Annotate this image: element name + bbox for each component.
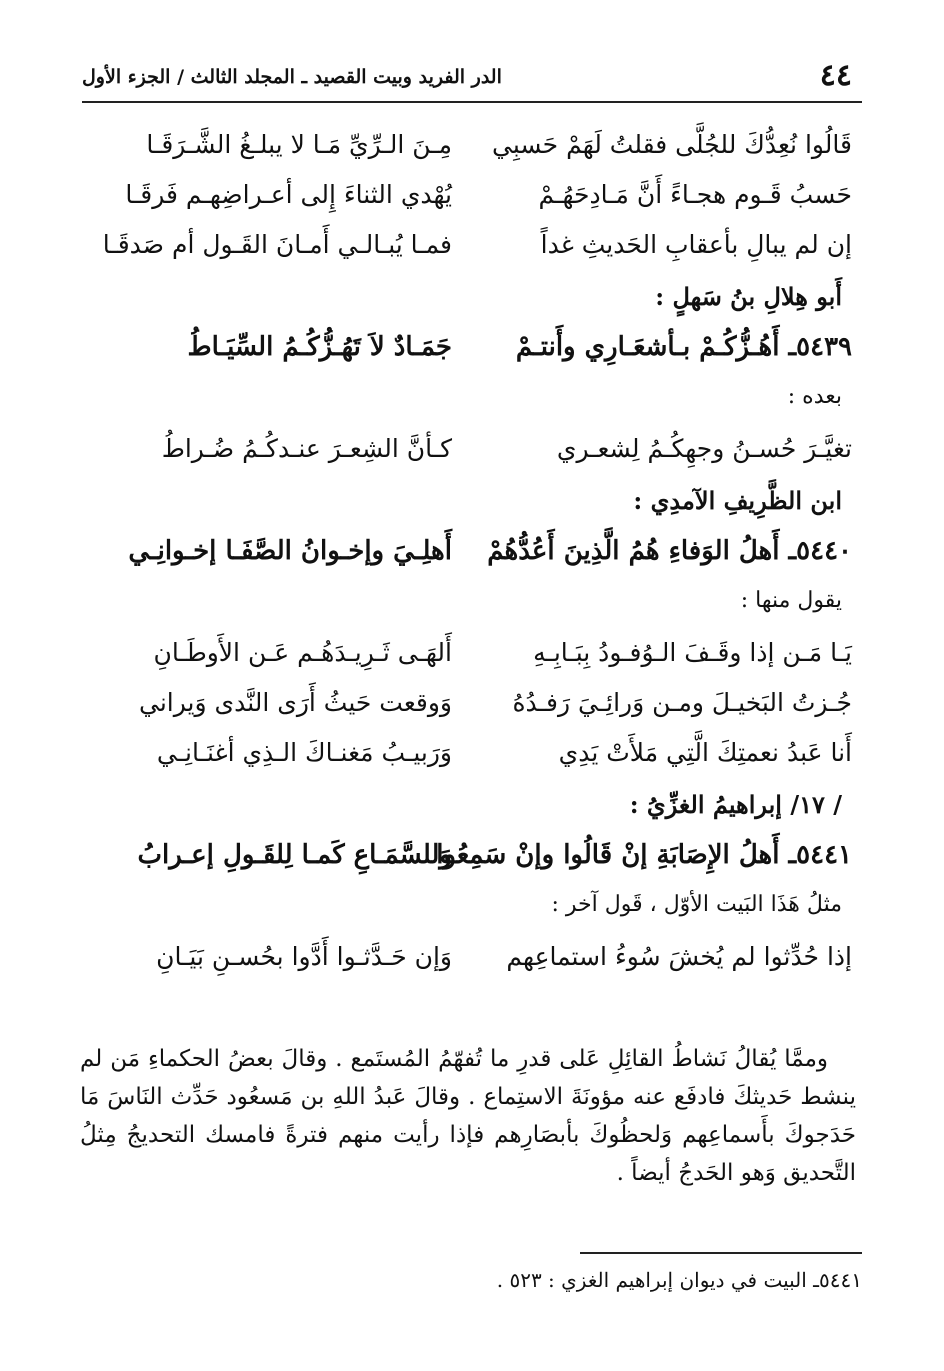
note-line <box>92 374 852 426</box>
footnote: ٥٤٤١ـ البيت في ديوان إبراهيم الغزي : ٥٢٣ . <box>496 1268 862 1292</box>
poet-name: / ١٧/ إبراهيمُ الغزِّيُ : <box>629 790 842 819</box>
second-hemistich: وَللسَّمَـاعِ كَمـا لِلقَـولِ إعـرابُ <box>137 840 452 870</box>
second-hemistich: يُهْدي الثناءَ إِلى أعـراضِهـم فَرقَـا <box>125 180 452 209</box>
first-hemistich: جُـزتُ البَخيـلَ ومـن وَرائِـيَ رَفـدُهُ <box>512 688 852 717</box>
first-hemistich: ٥٤٣٩ـ أَهُـزُّكُـمْ بـأشعَـارِي وأَنتـمْ <box>515 332 852 362</box>
second-hemistich: جَمَـادٌ لاَ تَهُـزُّكُـمُ السِّيَـاطُ <box>187 332 452 362</box>
verse-line <box>92 630 852 680</box>
second-hemistich: وَرَبيـبُ مَغنـاكَ الـذِي أغنَـانِـي <box>156 738 452 767</box>
numbered-verse <box>92 324 852 374</box>
poet-name: أَبو هِلالِ بنُ سَهلٍ : <box>655 282 842 311</box>
first-hemistich: ٥٤٤٠ـ أَهلُ الوَفاءِ هُمُ الَّذِينَ أَعُدُّهُمْ <box>487 536 852 566</box>
numbered-verse <box>92 528 852 578</box>
note-text: يقول منها : <box>740 588 842 613</box>
note-text: مثلُ هَذَا البَيت الأوّل ، قَول آخر : <box>551 892 842 917</box>
verse-line <box>92 222 852 272</box>
footnote-rule <box>580 1252 862 1254</box>
second-hemistich: وَوقعت حَيثُ أَرَى النَّدى وَيراني <box>139 688 452 717</box>
second-hemistich: كـأنَّ الشِعـرَ عنـدكُـمُ ضُـراطُ <box>161 434 452 463</box>
numbered-verse <box>92 832 852 882</box>
verse-line <box>92 934 852 984</box>
second-hemistich: مِـنَ الـرِّيِّ مَـا لا يبلـغُ الشَّـرَقَـا <box>146 130 452 159</box>
note-text: بعده : <box>787 384 842 409</box>
first-hemistich: إن لم يبالِ بأعقابِ الحَديثِ غداً <box>540 230 852 259</box>
poet-name: ابن الظَّرِيفِ الآمدِي : <box>633 486 842 515</box>
running-title: الدر الفريد وبيت القصيد ـ المجلد الثالث / الجزء الأول <box>82 66 502 88</box>
first-hemistich: إذا حُدِّثوا لم يُخشَ سُوءُ استماعِهم <box>506 942 852 971</box>
second-hemistich: أَلهَـى ثَـرِيـدَهُـم عَـن الأَوطَـانِ <box>153 638 452 667</box>
first-hemistich: تغيَّـرَ حُسـنُ وجهِكُـمُ لِشعـري <box>556 434 852 463</box>
second-hemistich: أَهلِـيَ وإخـوانُ الصَّفَـا إخـوانِـي <box>128 536 452 566</box>
poetry-body <box>92 122 852 984</box>
first-hemistich: حَسبُ قَـوم هجـاءً أَنَّ مَـادِحَهُـمْ <box>538 180 852 209</box>
note-line <box>92 882 852 934</box>
verse-line <box>92 680 852 730</box>
second-hemistich: وَإن حَـدَّثـوا أَدَّوا بحُسـنِ بَيَـانِ <box>156 942 452 971</box>
verse-line <box>92 172 852 222</box>
verse-line <box>92 122 852 172</box>
header-rule <box>82 101 862 103</box>
poet-heading <box>92 272 852 324</box>
poet-heading <box>92 780 852 832</box>
note-line <box>92 578 852 630</box>
first-hemistich: أَنا عَبدُ نعمتِكَ الَّتِي مَلأَتْ يَدِي <box>558 738 852 767</box>
page-number: ٤٤ <box>819 58 852 93</box>
verse-line <box>92 730 852 780</box>
verse-line <box>92 426 852 476</box>
prose-text: وممَّا يُقالُ نَشاطُ القائِلِ عَلى قدرِ ما تُفهّمُ المُستَمع . وقالَ بعضُ الحكماءِ مَن لم ينشط حَديثكَ فادفَع عنه مؤونَةَ الاستِماع . وقالَ عَبدُ اللهِ بن مَسعُود حَدِّث النَاسَ مَا حَدَجوكَ بأَسماعِهم وَلحظُوكَ بأبصَارِهم فإذا رأيت منهم فترةً فامسك التحديجُ مِثلُ التَّحديق وَهو الحَدجُ أيضاً . <box>80 1046 856 1186</box>
first-hemistich: يَـا مَـن إذا وقَـفَ الـوُفـودُ بِبَـابِـهِ <box>533 638 852 667</box>
page-header <box>82 58 862 98</box>
prose-paragraph <box>80 1040 856 1192</box>
first-hemistich: قَالُوا نُعِدُّكَ للجُلَّى فقلتُ لَهَمْ حَسبِي <box>491 130 852 159</box>
first-hemistich: ٥٤٤١ـ أَهلُ الإِصَابَةِ إنْ قَالُوا وإنْ سَمِعُوا <box>436 840 852 870</box>
poet-heading <box>92 476 852 528</box>
second-hemistich: فمـا يُبـالـي أَمـانَ القَـول أم صَدقَـا <box>102 230 452 259</box>
